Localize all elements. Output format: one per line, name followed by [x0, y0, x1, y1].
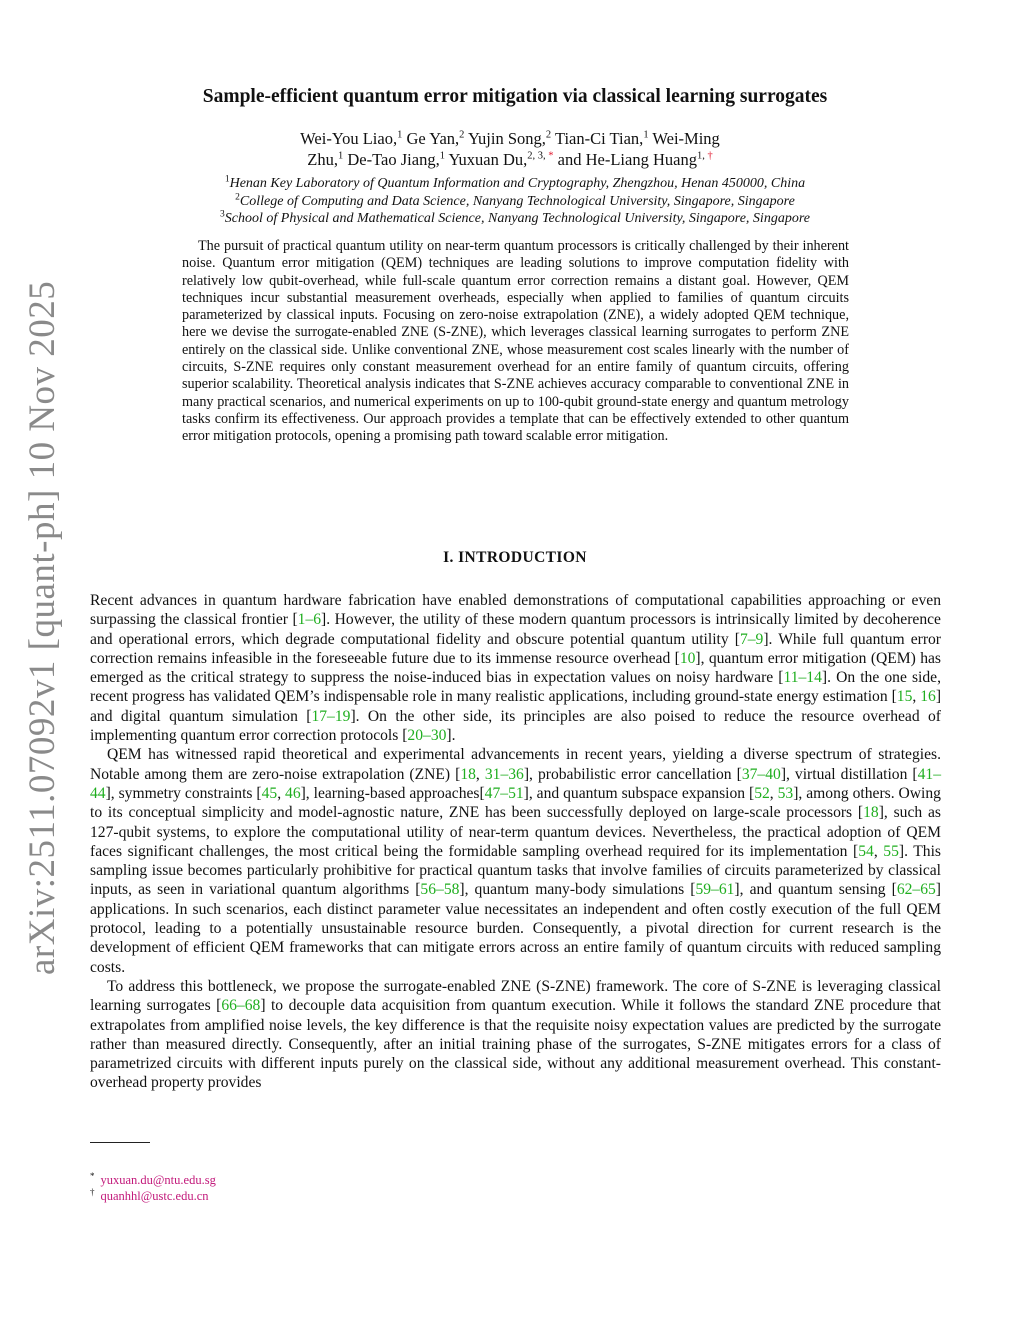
citation-link[interactable]: 56–58	[420, 881, 460, 899]
section-heading: I. INTRODUCTION	[443, 549, 587, 566]
affiliation-item	[120, 193, 910, 211]
affiliation-marker: 1	[397, 129, 403, 141]
citation-link[interactable]: 18	[460, 765, 476, 783]
corresponding-author-link[interactable]: *	[545, 150, 554, 162]
citation-link[interactable]: 15	[896, 688, 913, 706]
paper-title: Sample-efficient quantum error mitigation via classical learning surrogates	[202, 86, 828, 107]
paragraph: Recent advances in quantum hardware fabrication have enabled demonstrations of computational capabilities approaching or even surpassing the classical frontier [1–6]. However, the utility of these modern quantum processors is intrinsically limited by decoherence and operational errors, which degrade computational fidelity and obscure potential quantum utility [7–9]. While full quantum error correction remains infeasible in the foreseeable future due to its immense resource overhead [10], quantum error mitigation (QEM) has emerged as the critical strategy to suppress the noise-induced bias in expectation values on noisy hardware [11–14]. On the one side, recent progress has validated QEM’s indispensable role in many realistic applications, including ground-state energy estimation [15, 16] and digital quantum simulation [17–19]. On the other side, its principles are also poised to reduce the resource overhead of implementing quantum error correction protocols [20–30].	[90, 592, 942, 745]
author-list	[240, 128, 780, 170]
affiliation-marker: 1	[439, 150, 445, 162]
paragraph: To address this bottleneck, we propose the surrogate-enabled ZNE (S-ZNE) framework. The core of S-ZNE is leveraging classical learning surrogates [66–68] to decouple data acquisition from quantum execution. While it follows the standard ZNE procedure that extrapolates from amplified noise levels, the key difference is that the requisite noisy expectation values are predicted by the surrogate rather than measured directly. Consequently, after an initial training phase of the surrogates, S-ZNE mitigates errors for a class of parametrized circuits with different inputs purely on the classical side, without any additional measurement overhead. This constant-overhead property provides	[90, 977, 941, 1092]
citation-link[interactable]: 66–68	[221, 997, 261, 1015]
arxiv-identifier: arXiv:2511.07092v1 [quant-ph] 10 Nov 2025	[22, 280, 63, 975]
footnote	[90, 1188, 490, 1204]
email-link[interactable]: quanhhl@ustc.edu.cn	[100, 1189, 209, 1203]
footnote	[90, 1172, 490, 1188]
affiliation-list	[120, 175, 910, 228]
footnote-marker: †	[90, 1186, 95, 1197]
citation-link[interactable]: 55	[883, 842, 899, 860]
affiliation-item	[120, 210, 910, 228]
author-name: Yujin Song,	[467, 129, 546, 148]
citation-link[interactable]: 11–14	[783, 669, 822, 687]
citation-link[interactable]: 16	[920, 688, 936, 706]
affiliation-number: 2	[235, 191, 240, 202]
citation-link[interactable]: 54	[858, 842, 874, 860]
body-text	[90, 591, 941, 1093]
author-name: and He-Liang Huang	[557, 150, 697, 169]
footnote-divider	[90, 1142, 150, 1143]
author-name: De-Tao Jiang,	[347, 150, 440, 169]
paragraph: QEM has witnessed rapid theoretical and experimental advancements in recent years, yielding a diverse spectrum of strategies. Notable among them are zero-noise extrapolation (ZNE) [18, 31–36], probabilistic error cancellation [37–40], virtual distillation [41–44], symmetry constraints [45, 46], learning-based approaches[47–51], and quantum subspace expansion [52, 53], among others. Owing to its conceptual simplicity and model-agnostic nature, ZNE has been successfully deployed on large-scale processors [18], such as 127-qubit systems, to explore the computational utility of near-term quantum devices. Nevertheless, the practical adoption of QEM faces significant challenges, the most critical being the formidable sampling overhead required for its implementation [54, 55]. This sampling issue becomes particularly prohibitive for practical quantum tasks that involve families of circuits parameterized by classical inputs, as seen in variational quantum algorithms [56–58], quantum many-body simulations [59–61], and quantum sensing [62–65] applications. In such scenarios, each distinct parameter value necessitates an independent and often costly execution of the full QEM protocol, leading to a potentially unsustainable resource burden. Consequently, a pivotal direction for current research is the development of efficient QEM frameworks that can mitigate errors across an entire family of quantum circuits with reduced sampling costs.	[90, 746, 941, 976]
affiliation-marker: 1	[338, 150, 344, 162]
citation-link[interactable]: 20–30	[407, 727, 447, 745]
citation-link[interactable]: 47–51	[484, 784, 524, 802]
affiliation-marker: 2, 3, *	[527, 150, 554, 162]
author-name: Wei-You Liao,	[300, 129, 398, 148]
affiliation-marker: 2	[459, 129, 465, 141]
citation-link[interactable]: 41–44	[90, 765, 941, 802]
citation-link[interactable]: 31–36	[484, 765, 524, 783]
citation-link[interactable]: 45	[261, 784, 278, 802]
footnotes	[90, 1172, 490, 1204]
citation-link[interactable]: 53	[777, 784, 794, 802]
citation-link[interactable]: 46	[285, 784, 301, 802]
citation-link[interactable]: 7–9	[739, 630, 764, 648]
citation-link[interactable]: 62–65	[896, 881, 936, 899]
corresponding-author-link[interactable]: †	[704, 150, 713, 162]
author-name: Zhu,	[307, 150, 338, 169]
affiliation-text: School of Physical and Mathematical Science, Nanyang Technological University, Singapore, Singapore	[224, 211, 810, 226]
affiliation-number: 1	[224, 174, 230, 185]
citation-link[interactable]: 10	[679, 649, 696, 667]
citation-link[interactable]: 17–19	[311, 707, 351, 725]
affiliation-number: 3	[220, 209, 225, 220]
citation-link[interactable]: 59–61	[695, 881, 735, 899]
affiliation-marker: 2	[545, 129, 552, 141]
citation-link[interactable]: 52	[754, 784, 770, 802]
email-link[interactable]: yuxuan.du@ntu.edu.sg	[100, 1173, 216, 1187]
citation-link[interactable]: 18	[863, 804, 879, 822]
abstract: The pursuit of practical quantum utility on near-term quantum processors is critically challenged by their inherent noise. Quantum error mitigation (QEM) techniques are leading solutions to improve computation fidelity with relatively low qubit-overhead, while full-scale quantum error correction remains a distant goal. However, QEM techniques incur substantial measurement overheads, especially when applied to families of quantum circuits parameterized by classical inputs. Focusing on zero-noise extrapolation (ZNE), a widely adopted QEM technique, here we devise the surrogate-enabled ZNE (S-ZNE), which leverages classical learning surrogates to perform ZNE entirely on the classical side. Unlike conventional ZNE, whose measurement cost scales linearly with the number of circuits, S-ZNE requires only constant measurement overhead for an entire family of quantum circuits, offering superior scalability. Theoretical analysis indicates that S-ZNE achieves accuracy comparable to conventional ZNE in many practical scenarios, and numerical experiments on up to 100-qubit ground-state energy and quantum metrology tasks confirm its effectiveness. Our approach provides a template that can be effectively extended to other quantum error mitigation protocols, opening a promising path toward scalable error mitigation.	[182, 238, 849, 445]
author-name: Ge Yan,	[406, 129, 460, 148]
citation-link[interactable]: 1–6	[297, 611, 322, 629]
affiliation-text: College of Computing and Data Science, Nanyang Technological University, Singapore, Singapore	[239, 193, 795, 209]
author-name: Yuxuan Du,	[448, 150, 528, 169]
author-name: Wei-Ming	[652, 129, 720, 148]
citation-link[interactable]: 37–40	[741, 765, 781, 783]
affiliation-item	[120, 175, 910, 193]
affiliation-text: Henan Key Laboratory of Quantum Information and Cryptography, Zhengzhou, Henan 450000, China	[229, 176, 806, 191]
affiliation-marker: 1, †	[696, 150, 713, 162]
author-name: Tian-Ci Tian,	[554, 129, 644, 148]
footnote-marker: *	[90, 1170, 95, 1181]
affiliation-marker: 1	[643, 129, 649, 141]
